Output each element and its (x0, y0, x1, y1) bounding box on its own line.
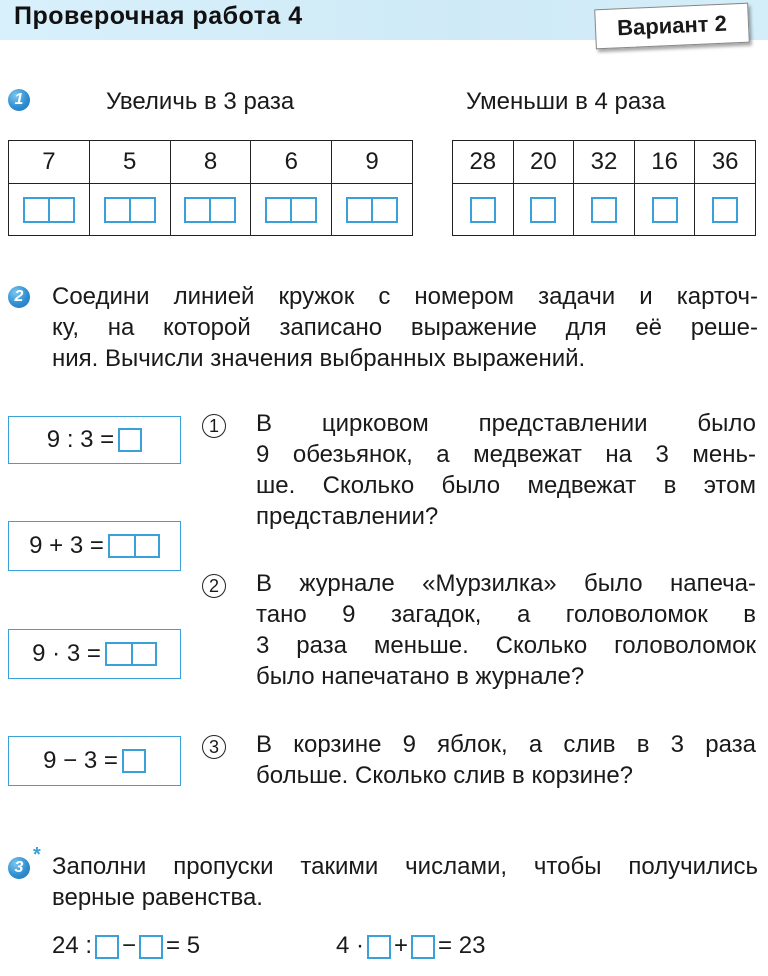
equation-2 (336, 930, 485, 961)
problem-line: 9 обезьянок, а медвежат на 3 мень- (256, 441, 756, 468)
answer-box[interactable] (23, 197, 75, 223)
task-1-number: 1 (8, 89, 30, 111)
task-3-number: 3 (8, 857, 30, 879)
left-value-cell: 8 (170, 141, 251, 184)
task-1-left-table (8, 140, 413, 236)
right-value-cell: 32 (574, 141, 635, 184)
expression-card-divide[interactable] (8, 416, 181, 464)
answer-box[interactable] (108, 534, 160, 558)
right-value-cell: 16 (634, 141, 695, 184)
task-3-instruction (52, 851, 758, 913)
answer-box[interactable] (105, 642, 157, 666)
equation-part: 24 : (52, 932, 93, 959)
problem-line: тано 9 загадок, а головоломок в (256, 601, 756, 628)
answer-box[interactable] (184, 197, 236, 223)
instruction-line: ния. Вычисли значения выбранных выражений. (52, 345, 586, 372)
problem-1-text (256, 408, 756, 532)
problem-line: было напечатано в журнале? (256, 663, 585, 690)
answer-box[interactable] (470, 197, 496, 223)
instruction-line: верные равенства. (52, 884, 263, 911)
left-answer-cell[interactable] (170, 184, 251, 236)
left-value-cell: 7 (9, 141, 90, 184)
task-2-number: 2 (8, 286, 30, 308)
problem-line: больше. Сколько слив в корзине? (256, 762, 634, 789)
right-answer-cell[interactable] (513, 184, 574, 236)
problem-3-circle[interactable]: 3 (202, 735, 226, 759)
blank-box[interactable] (95, 935, 119, 959)
expression-text: 9 · 3 = (32, 640, 101, 667)
variant-badge (594, 3, 750, 50)
left-answer-cell[interactable] (89, 184, 170, 236)
blank-box[interactable] (367, 935, 391, 959)
problem-2-circle[interactable]: 2 (202, 574, 226, 598)
right-answer-cell[interactable] (695, 184, 756, 236)
right-value-cell: 20 (513, 141, 574, 184)
variant-label: Вариант 2 (616, 10, 728, 41)
answer-box[interactable] (118, 428, 142, 452)
right-answer-cell[interactable] (574, 184, 635, 236)
instruction-line: ку, на которой записано выражение для её реше- (52, 314, 758, 341)
equation-result: = 23 (438, 932, 486, 959)
equation-part: 4 · (336, 932, 365, 959)
problem-line: 3 раза меньше. Сколько головоломок (256, 632, 756, 659)
right-value-cell: 36 (695, 141, 756, 184)
problem-line: представлении? (256, 503, 439, 530)
left-answer-cell[interactable] (332, 184, 413, 236)
expression-text: 9 + 3 = (29, 532, 104, 559)
answer-box[interactable] (712, 197, 738, 223)
left-value-cell: 9 (332, 141, 413, 184)
task-1-left-label: Увеличь в 3 раза (106, 88, 295, 115)
equation-result: = 5 (166, 932, 201, 959)
equation-operator: + (394, 932, 409, 959)
expression-card-add[interactable] (8, 521, 181, 571)
right-answer-cell[interactable] (634, 184, 695, 236)
blank-box[interactable] (139, 935, 163, 959)
left-answer-cell[interactable] (251, 184, 332, 236)
instruction-line: Соедини линией кружок с номером задачи и карточ- (52, 283, 758, 310)
task-1-right-table (452, 140, 756, 236)
task-1-right-label: Уменьши в 4 раза (466, 88, 666, 115)
right-answer-cell[interactable] (453, 184, 514, 236)
blank-box[interactable] (411, 935, 435, 959)
equation-operator: − (122, 932, 137, 959)
task-2-instruction (52, 281, 758, 374)
left-value-cell: 6 (251, 141, 332, 184)
instruction-line: Заполни пропуски такими числами, чтобы получились (52, 853, 758, 880)
answer-box[interactable] (652, 197, 678, 223)
answer-box[interactable] (346, 197, 398, 223)
problem-2-text (256, 568, 756, 692)
problem-line: В цирковом представлении было (256, 410, 756, 437)
answer-box[interactable] (104, 197, 156, 223)
right-value-cell: 28 (453, 141, 514, 184)
task-3-star: * (33, 844, 41, 866)
problem-1-circle[interactable]: 1 (202, 414, 226, 438)
problem-line: В корзине 9 яблок, а слив в 3 раза (256, 731, 756, 758)
expression-card-multiply[interactable] (8, 629, 181, 679)
expression-card-subtract[interactable] (8, 736, 181, 786)
problem-line: В журнале «Мурзилка» было напеча- (256, 570, 756, 597)
expression-text: 9 − 3 = (43, 747, 118, 774)
answer-box[interactable] (122, 749, 146, 773)
left-value-cell: 5 (89, 141, 170, 184)
expression-text: 9 : 3 = (46, 426, 115, 453)
left-answer-cell[interactable] (9, 184, 90, 236)
problem-line: ше. Сколько было медвежат в этом (256, 472, 756, 499)
equation-1 (52, 930, 200, 961)
page-title: Проверочная работа 4 (14, 2, 303, 30)
problem-3-text (256, 729, 756, 791)
answer-box[interactable] (591, 197, 617, 223)
answer-box[interactable] (265, 197, 317, 223)
answer-box[interactable] (530, 197, 556, 223)
